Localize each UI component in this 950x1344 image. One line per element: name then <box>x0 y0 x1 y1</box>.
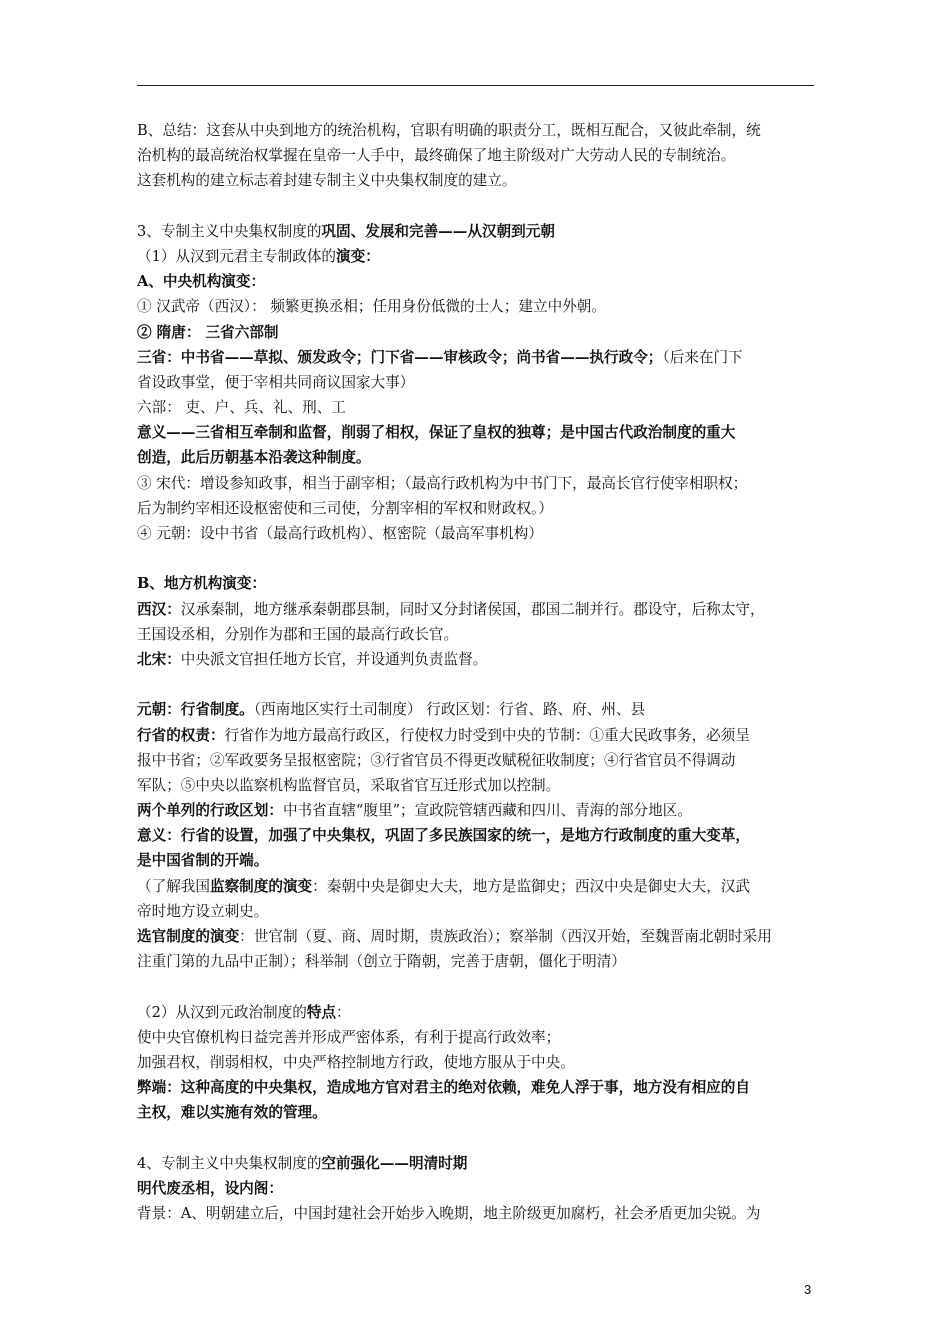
text-line: B、地方机构演变： <box>137 575 267 593</box>
text-line: 省设政事堂，便于宰相共同商议国家大事） <box>137 373 415 391</box>
text-line: 注重门第的九品中正制）；科举制（创立于隋朝，完善于唐朝，僵化于明清） <box>137 953 626 971</box>
text-line: 主权，难以实施有效的管理。 <box>137 1104 327 1122</box>
text-line: 意义：行省的设置，加强了中央集权，巩固了多民族国家的统一，是地方行政制度的重大变革， <box>137 827 750 845</box>
subsection-heading: （1）从汉到元君主专制政体的演变： <box>137 247 380 265</box>
text-line: 创造，此后历朝基本沿袭这种制度。 <box>137 449 371 467</box>
text-line: 选官制度的演变：世官制（夏、商、周时期，贵族政治）；察举制（西汉开始，至魏晋南北朝时采用 <box>137 928 772 945</box>
section-3-heading: 3、专制主义中央集权制度的巩固、发展和完善——从汉朝到元朝 <box>137 222 555 240</box>
text-line: 加强君权，削弱相权，中央严格控制地方行政，使地方服从于中央。 <box>137 1053 575 1071</box>
text-line: 军队；⑤中央以监察机构监督官员，采取省官互迁形式加以控制。 <box>137 776 561 794</box>
section-4-heading: 4、专制主义中央集权制度的空前强化——明清时期 <box>137 1154 468 1172</box>
text-line: 后为制约宰相还设枢密使和三司使，分割宰相的军权和财政权。） <box>137 499 553 517</box>
text-line: 报中书省；②军政要务呈报枢密院；③行省官员不得更改赋税征收制度；④行省官员不得调动 <box>137 751 736 769</box>
text-line: 行省的权责：行省作为地方最高行政区，行使权力时受到中央的节制：①重大民政事务，必须呈 <box>137 726 750 744</box>
blank-line <box>137 1126 817 1151</box>
blank-line <box>137 974 817 999</box>
text-line: 帝时地方设立刺史。 <box>137 902 269 920</box>
text-line: （了解我国监察制度的演变：秦朝中央是御史大夫，地方是监御史；西汉中央是御史大夫，汉武 <box>137 877 750 895</box>
text-line: 王国设丞相，分别作为郡和王国的最高行政长官。 <box>137 625 459 643</box>
text-line: 使中央官僚机构日益完善并形成严密体系，有利于提高行政效率； <box>137 1028 561 1046</box>
text-line: 治机构的最高统治权掌握在皇帝一人手中，最终确保了地主阶级对广大劳动人民的专制统治。 <box>137 147 736 165</box>
text-line: 西汉：汉承秦制，地方继承秦朝郡县制，同时又分封诸侯国，郡国二制并行。郡设守，后称太守， <box>137 600 765 618</box>
text-line: 两个单列的行政区划：中书省直辖“腹里”；宣政院管辖西藏和四川、青海的部分地区。 <box>137 802 692 820</box>
text-line: 这套机构的建立标志着封建专制主义中央集权制度的建立。 <box>137 172 517 190</box>
text-line: 三省：中书省——草拟、颁发政令；门下省——审核政令；尚书省——执行政令；（后来在门下 <box>137 348 743 366</box>
text-line: B、总结：这套从中央到地方的统治机构，官职有明确的职责分工，既相互配合，又彼此牵制，统 <box>137 122 761 139</box>
text-line: 弊端：这种高度的中央集权，造成地方官对君主的绝对依赖，难免人浮于事，地方没有相应的自 <box>137 1079 750 1097</box>
document-body <box>137 118 817 1226</box>
text-line: 北宋：中央派文官担任地方长官，并设通判负责监督。 <box>137 650 488 668</box>
header-rule <box>137 85 814 86</box>
blank-line <box>137 672 817 697</box>
text-line: ④ 元朝：设中书省（最高行政机构）、枢密院（最高军事机构） <box>137 525 543 542</box>
blank-line <box>137 546 817 571</box>
page-number: 3 <box>804 1282 812 1297</box>
text-line: ② 隋唐： 三省六部制 <box>137 323 279 341</box>
text-line: 背景：A、明朝建立后，中国封建社会开始步入晚期，地主阶级更加腐朽，社会矛盾更加尖锐。为 <box>137 1205 761 1223</box>
blank-line <box>137 194 817 219</box>
text-line: 六部： 吏、户、兵、礼、刑、工 <box>137 399 346 417</box>
text-line: 明代废丞相，设内阁： <box>137 1179 283 1197</box>
text-line: A、中央机构演变： <box>137 273 266 291</box>
subsection-heading: （2）从汉到元政治制度的特点： <box>137 1003 351 1021</box>
text-line: ① 汉武帝（西汉）： 频繁更换丞相；任用身份低微的士人；建立中外朝。 <box>137 298 606 316</box>
text-line: ③ 宋代：增设参知政事，相当于副宰相；（最高行政机构为中书门下，最高长官行使宰相职权； <box>137 474 748 492</box>
text-line: 是中国省制的开端。 <box>137 852 269 870</box>
text-line: 元朝：行省制度。（西南地区实行土司制度） 行政区划：行省、路、府、州、县 <box>137 701 646 719</box>
text-line: 意义——三省相互牵制和监督，削弱了相权，保证了皇权的独尊；是中国古代政治制度的重大 <box>137 424 736 442</box>
